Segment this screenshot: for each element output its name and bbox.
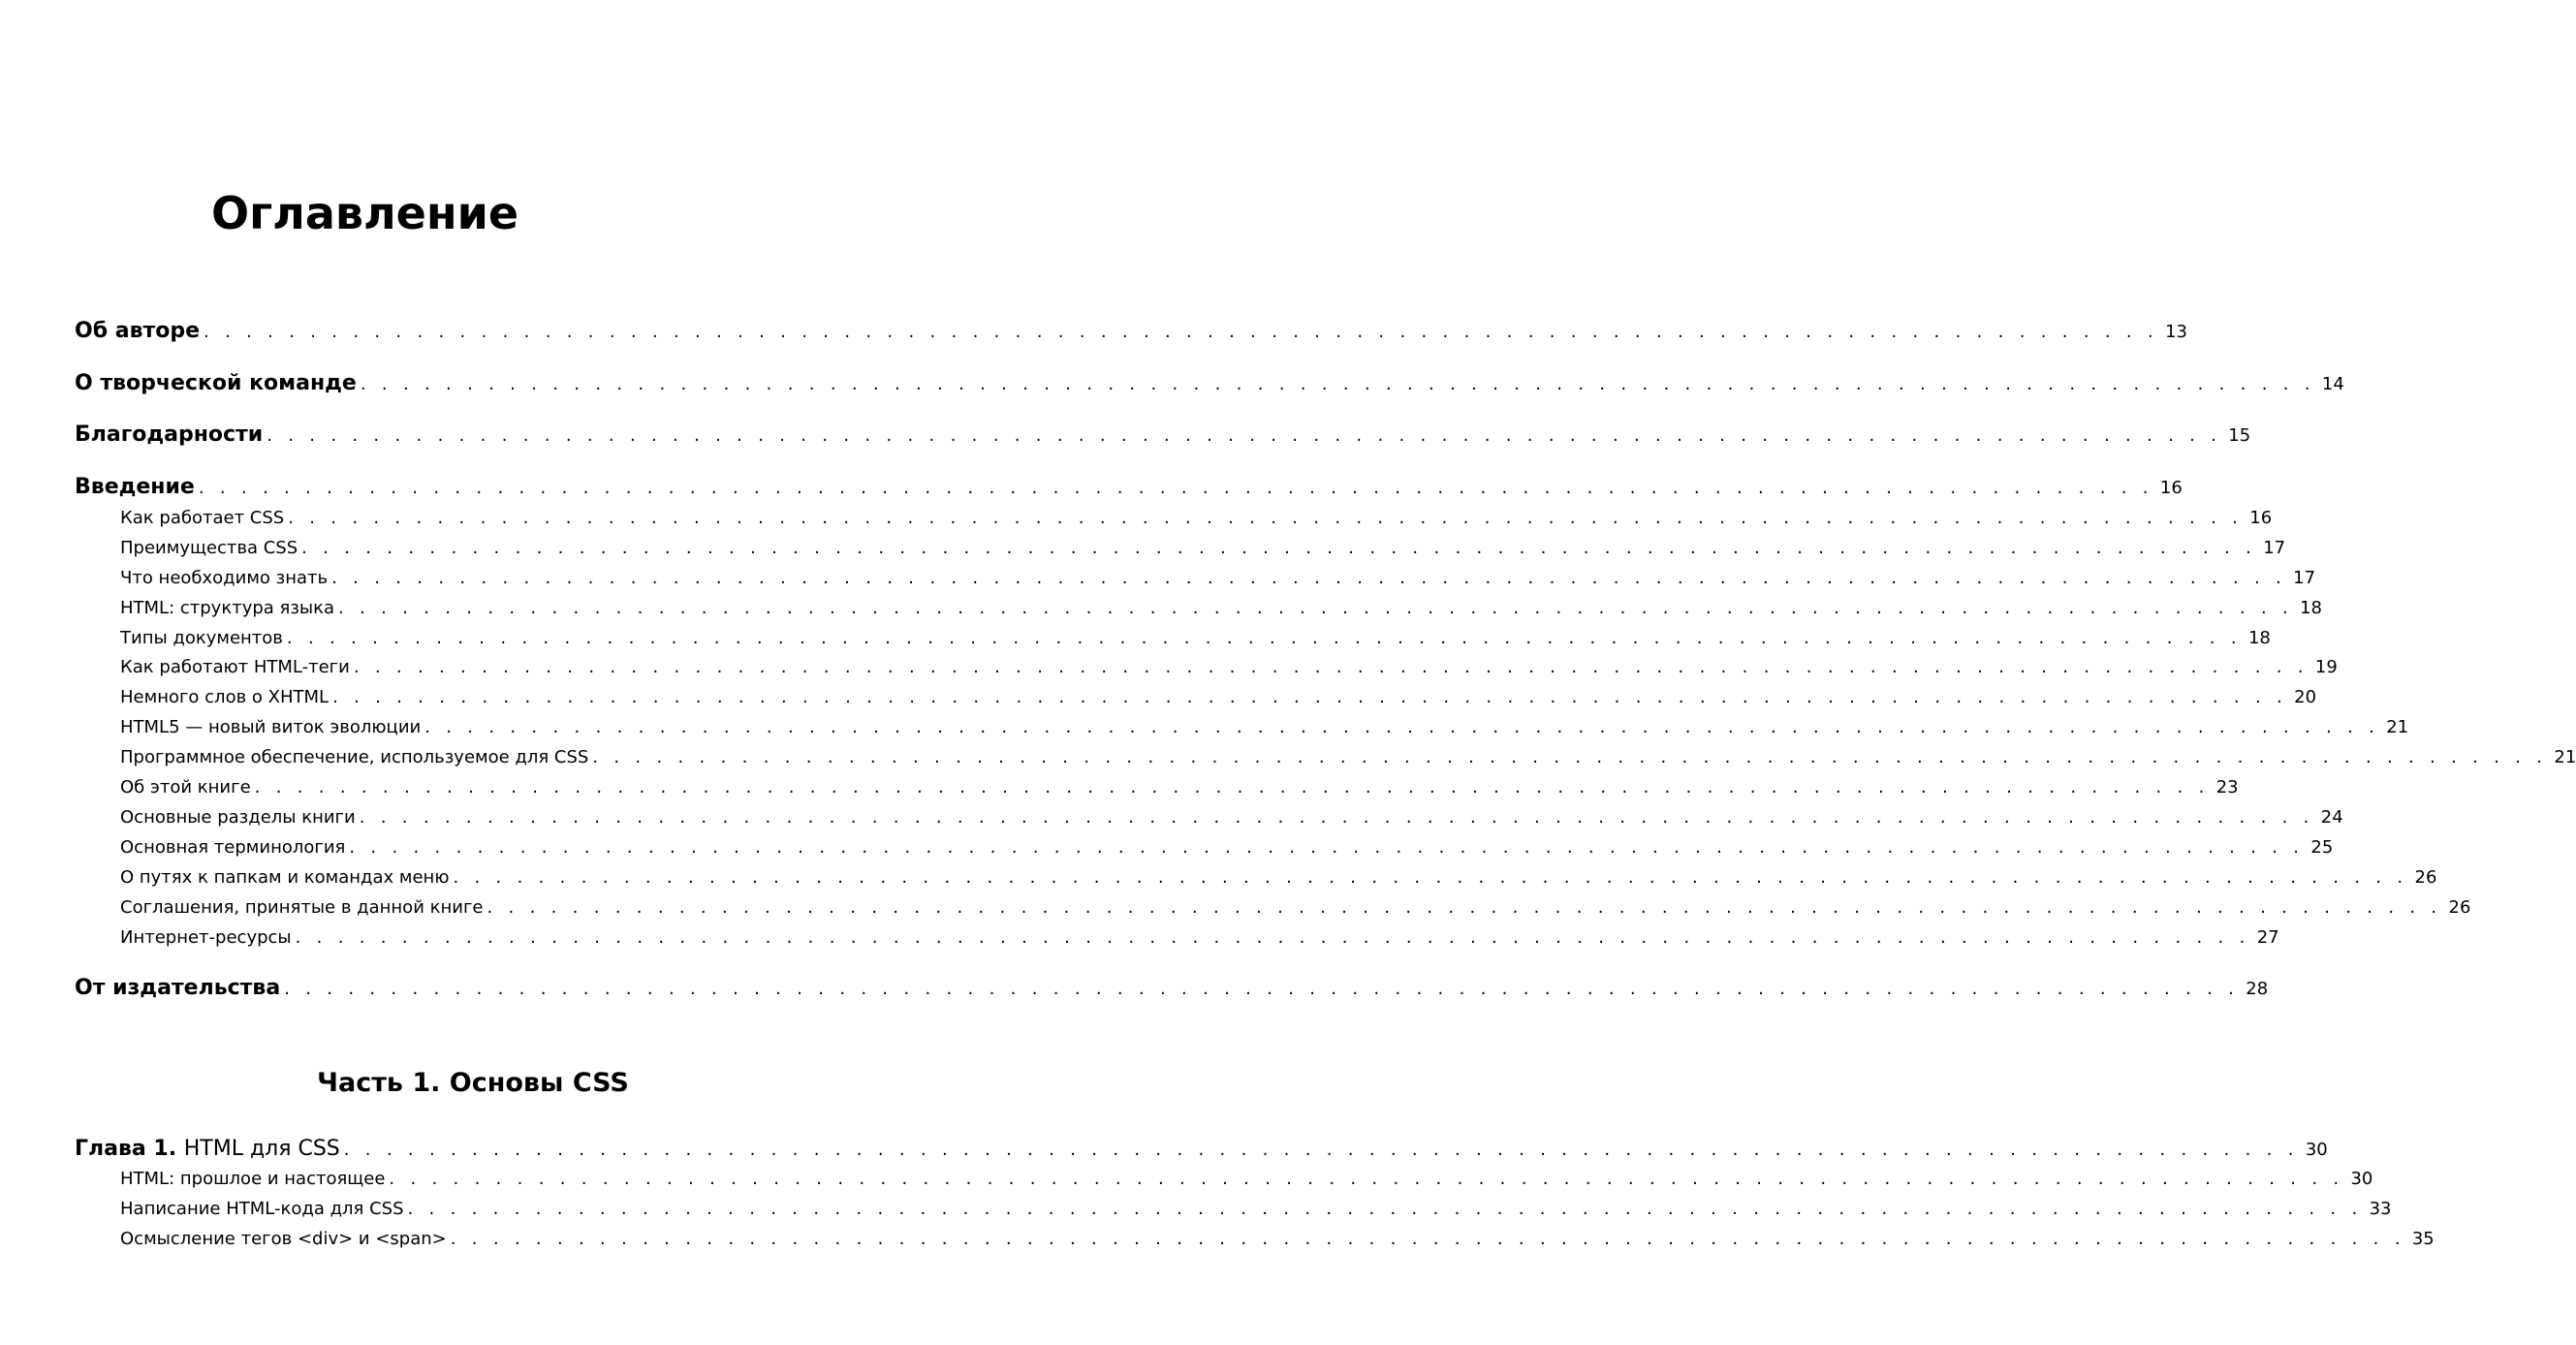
toc-subentry[interactable]	[120, 834, 2334, 861]
dot-leader: . . . . . . . . . . . . . . . . . . . . . . . . . . . . . . . . . . . . . . . . . . . . . . . . . . . . . . . . . . . . . . . . . . . . . . . . . . . . . . . . . . . . . . . . . . . .	[389, 1169, 2344, 1189]
toc-subentry[interactable]	[120, 804, 2343, 831]
toc-entry-label: Написание HTML-кода для CSS	[120, 1199, 404, 1219]
dot-leader: . . . . . . . . . . . . . . . . . . . . . . . . . . . . . . . . . . . . . . . . . . . . . . . . . . . . . . . . . . . . . . . . . . . . . . . . . . . . . . . . . . . . . . . . . . . .	[204, 322, 2158, 342]
toc-entry-label: Немного слов о XHTML	[120, 687, 330, 707]
toc-entry-label: Что необходимо знать	[120, 568, 329, 588]
dot-leader: . . . . . . . . . . . . . . . . . . . . . . . . . . . . . . . . . . . . . . . . . . . . . . . . . . . . . . . . . . . . . . . . . . . . . . . . . . . . . . . . . . . . . . . . . . . .	[349, 837, 2305, 858]
toc-page-number: 16	[2159, 478, 2183, 498]
toc-page-number: 19	[2314, 657, 2338, 677]
toc-entry-label: Благодарности	[75, 422, 264, 447]
toc-page-number: 35	[2411, 1229, 2435, 1249]
toc-entry-label: Введение	[75, 475, 195, 499]
toc-entry-label: Основная терминология	[120, 837, 346, 858]
toc-subentry[interactable]	[120, 505, 2273, 532]
page-title: Оглавление	[211, 187, 519, 239]
toc-page-number: 21	[2386, 717, 2409, 737]
chapter-title: HTML для CSS	[183, 1137, 340, 1161]
toc-entry-acknowledgements[interactable]	[75, 419, 2251, 453]
dot-leader: . . . . . . . . . . . . . . . . . . . . . . . . . . . . . . . . . . . . . . . . . . . . . . . . . . . . . . . . . . . . . . . . . . . . . . . . . . . . . . . . . . . . . . . . . . . .	[453, 867, 2408, 888]
toc-page-number: 14	[2321, 374, 2344, 394]
toc-subentry[interactable]	[120, 654, 2338, 681]
toc-entry-creative-team[interactable]	[75, 367, 2344, 401]
toc-entry-label: Как работает CSS	[120, 508, 285, 528]
toc-entry-label: Осмысление тегов <div> и <span>	[120, 1229, 447, 1249]
toc-page-number: 30	[2305, 1140, 2328, 1160]
toc-entry-label: От издательства	[75, 976, 281, 1000]
toc-entry-introduction[interactable]	[75, 471, 2183, 505]
toc-page-number: 13	[2165, 322, 2187, 342]
dot-leader: . . . . . . . . . . . . . . . . . . . . . . . . . . . . . . . . . . . . . . . . . . . . . . . . . . . . . . . . . . . . . . . . . . . . . . . . . . . . . . . . . . . . . . . . . . . .	[450, 1229, 2405, 1249]
toc-page-number: 23	[2215, 777, 2239, 798]
dot-leader: . . . . . . . . . . . . . . . . . . . . . . . . . . . . . . . . . . . . . . . . . . . . . . . . . . . . . . . . . . . . . . . . . . . . . . . . . . . . . . . . . . . . . . . . . . . .	[288, 508, 2244, 528]
toc-page-number: 27	[2256, 927, 2279, 948]
dot-leader: . . . . . . . . . . . . . . . . . . . . . . . . . . . . . . . . . . . . . . . . . . . . . . . . . . . . . . . . . . . . . . . . . . . . . . . . . . . . . . . . . . . . . . . . . . . .	[360, 374, 2315, 394]
toc-subentry[interactable]	[120, 774, 2239, 801]
dot-leader: . . . . . . . . . . . . . . . . . . . . . . . . . . . . . . . . . . . . . . . . . . . . . . . . . . . . . . . . . . . . . . . . . . . . . . . . . . . . . . . . . . . . . . . . . . . .	[424, 717, 2380, 737]
toc-entry-label: Преимущества CSS	[120, 538, 298, 558]
dot-leader: . . . . . . . . . . . . . . . . . . . . . . . . . . . . . . . . . . . . . . . . . . . . . . . . . . . . . . . . . . . . . . . . . . . . . . . . . . . . . . . . . . . . . . . . . . . .	[331, 568, 2287, 588]
dot-leader: . . . . . . . . . . . . . . . . . . . . . . . . . . . . . . . . . . . . . . . . . . . . . . . . . . . . . . . . . . . . . . . . . . . . . . . . . . . . . . . . . . . . . . . . . . . .	[592, 747, 2548, 767]
toc-entry-label: Типы документов	[120, 628, 283, 648]
dot-leader: . . . . . . . . . . . . . . . . . . . . . . . . . . . . . . . . . . . . . . . . . . . . . . . . . . . . . . . . . . . . . . . . . . . . . . . . . . . . . . . . . . . . . . . . . . . .	[295, 927, 2250, 948]
toc-subentry[interactable]	[120, 1166, 2373, 1193]
dot-leader: . . . . . . . . . . . . . . . . . . . . . . . . . . . . . . . . . . . . . . . . . . . . . . . . . . . . . . . . . . . . . . . . . . . . . . . . . . . . . . . . . . . . . . . . . . . .	[286, 628, 2242, 648]
toc-subentry[interactable]	[120, 714, 2409, 741]
toc-subentry[interactable]	[120, 1196, 2392, 1223]
toc-page-number: 30	[2350, 1169, 2373, 1189]
toc-subentry[interactable]	[120, 864, 2437, 891]
toc-entry-about-author[interactable]	[75, 315, 2187, 349]
toc-subentry[interactable]	[120, 1226, 2435, 1253]
dot-leader: . . . . . . . . . . . . . . . . . . . . . . . . . . . . . . . . . . . . . . . . . . . . . . . . . . . . . . . . . . . . . . . . . . . . . . . . . . . . . . . . . . . . . . . . . . . .	[359, 807, 2314, 828]
toc-entry-label: О творческой команде	[75, 371, 357, 395]
toc-page-number: 17	[2263, 538, 2286, 558]
toc-entry-label: Основные разделы книги	[120, 807, 356, 828]
toc-page-number: 18	[2247, 628, 2271, 648]
toc-entry-label: О путях к папкам и командах меню	[120, 867, 450, 888]
toc-entry-label: Соглашения, принятые в данной книге	[120, 897, 484, 918]
toc-entry-label	[75, 1133, 340, 1166]
dot-leader: . . . . . . . . . . . . . . . . . . . . . . . . . . . . . . . . . . . . . . . . . . . . . . . . . . . . . . . . . . . . . . . . . . . . . . . . . . . . . . . . . . . . . . . . . . . .	[198, 478, 2153, 498]
toc-entry-label: HTML5 — новый виток эволюции	[120, 717, 422, 737]
toc-entry-label: HTML: прошлое и настоящее	[120, 1169, 386, 1189]
dot-leader: . . . . . . . . . . . . . . . . . . . . . . . . . . . . . . . . . . . . . . . . . . . . . . . . . . . . . . . . . . . . . . . . . . . . . . . . . . . . . . . . . . . . . . . . . . . .	[267, 425, 2222, 446]
dot-leader: . . . . . . . . . . . . . . . . . . . . . . . . . . . . . . . . . . . . . . . . . . . . . . . . . . . . . . . . . . . . . . . . . . . . . . . . . . . . . . . . . . . . . . . . . . . .	[487, 897, 2442, 918]
dot-leader: . . . . . . . . . . . . . . . . . . . . . . . . . . . . . . . . . . . . . . . . . . . . . . . . . . . . . . . . . . . . . . . . . . . . . . . . . . . . . . . . . . . . . . . . . . . .	[353, 657, 2309, 677]
toc-entry-label: Интернет-ресурсы	[120, 927, 292, 948]
toc-entry-label: HTML: структура языка	[120, 598, 335, 618]
toc-page-number: 33	[2369, 1199, 2392, 1219]
toc-entry-label: Об авторе	[75, 319, 201, 343]
toc-subentry[interactable]	[120, 595, 2323, 622]
toc-page-number: 26	[2414, 867, 2437, 888]
toc-entry-chapter-1[interactable]	[75, 1133, 2328, 1167]
dot-leader: . . . . . . . . . . . . . . . . . . . . . . . . . . . . . . . . . . . . . . . . . . . . . . . . . . . . . . . . . . . . . . . . . . . . . . . . . . . . . . . . . . . . . . . . . . . .	[301, 538, 2257, 558]
toc-page-number: 21	[2554, 747, 2576, 767]
toc-subentry[interactable]	[120, 684, 2317, 711]
toc-subentry[interactable]	[120, 924, 2279, 952]
toc-subentry[interactable]	[120, 565, 2316, 592]
toc-entry-label: Об этой книге	[120, 777, 251, 798]
toc-page-number: 15	[2228, 425, 2251, 446]
toc-entry-label: Программное обеспечение, используемое для CSS	[120, 747, 589, 767]
part-title: Часть 1. Основы CSS	[317, 1068, 629, 1098]
dot-leader: . . . . . . . . . . . . . . . . . . . . . . . . . . . . . . . . . . . . . . . . . . . . . . . . . . . . . . . . . . . . . . . . . . . . . . . . . . . . . . . . . . . . . . . . . . . .	[332, 687, 2288, 707]
dot-leader: . . . . . . . . . . . . . . . . . . . . . . . . . . . . . . . . . . . . . . . . . . . . . . . . . . . . . . . . . . . . . . . . . . . . . . . . . . . . . . . . . . . . . . . . . . . .	[284, 979, 2240, 999]
chapter-prefix: Глава 1.	[75, 1137, 177, 1161]
toc-page-number: 25	[2310, 837, 2334, 858]
toc-page-number: 28	[2246, 979, 2269, 999]
toc-page-number: 20	[2294, 687, 2317, 707]
toc-page-number: 26	[2448, 897, 2471, 918]
dot-leader: . . . . . . . . . . . . . . . . . . . . . . . . . . . . . . . . . . . . . . . . . . . . . . . . . . . . . . . . . . . . . . . . . . . . . . . . . . . . . . . . . . . . . . . . . . . .	[343, 1140, 2299, 1160]
dot-leader: . . . . . . . . . . . . . . . . . . . . . . . . . . . . . . . . . . . . . . . . . . . . . . . . . . . . . . . . . . . . . . . . . . . . . . . . . . . . . . . . . . . . . . . . . . . .	[254, 777, 2210, 798]
toc-subentry[interactable]	[120, 744, 2576, 771]
dot-leader: . . . . . . . . . . . . . . . . . . . . . . . . . . . . . . . . . . . . . . . . . . . . . . . . . . . . . . . . . . . . . . . . . . . . . . . . . . . . . . . . . . . . . . . . . . . .	[338, 598, 2294, 618]
toc-page-number: 18	[2300, 598, 2323, 618]
dot-leader: . . . . . . . . . . . . . . . . . . . . . . . . . . . . . . . . . . . . . . . . . . . . . . . . . . . . . . . . . . . . . . . . . . . . . . . . . . . . . . . . . . . . . . . . . . . .	[407, 1199, 2363, 1219]
toc-entry-from-publisher[interactable]	[75, 972, 2269, 1006]
toc-page-number: 17	[2293, 568, 2316, 588]
toc-subentry[interactable]	[120, 625, 2271, 652]
toc-entry-label: Как работают HTML-теги	[120, 657, 350, 677]
toc-page-number: 24	[2320, 807, 2343, 828]
toc-page-number: 16	[2249, 508, 2273, 528]
toc-subentry[interactable]	[120, 535, 2286, 562]
toc-subentry[interactable]	[120, 894, 2471, 922]
